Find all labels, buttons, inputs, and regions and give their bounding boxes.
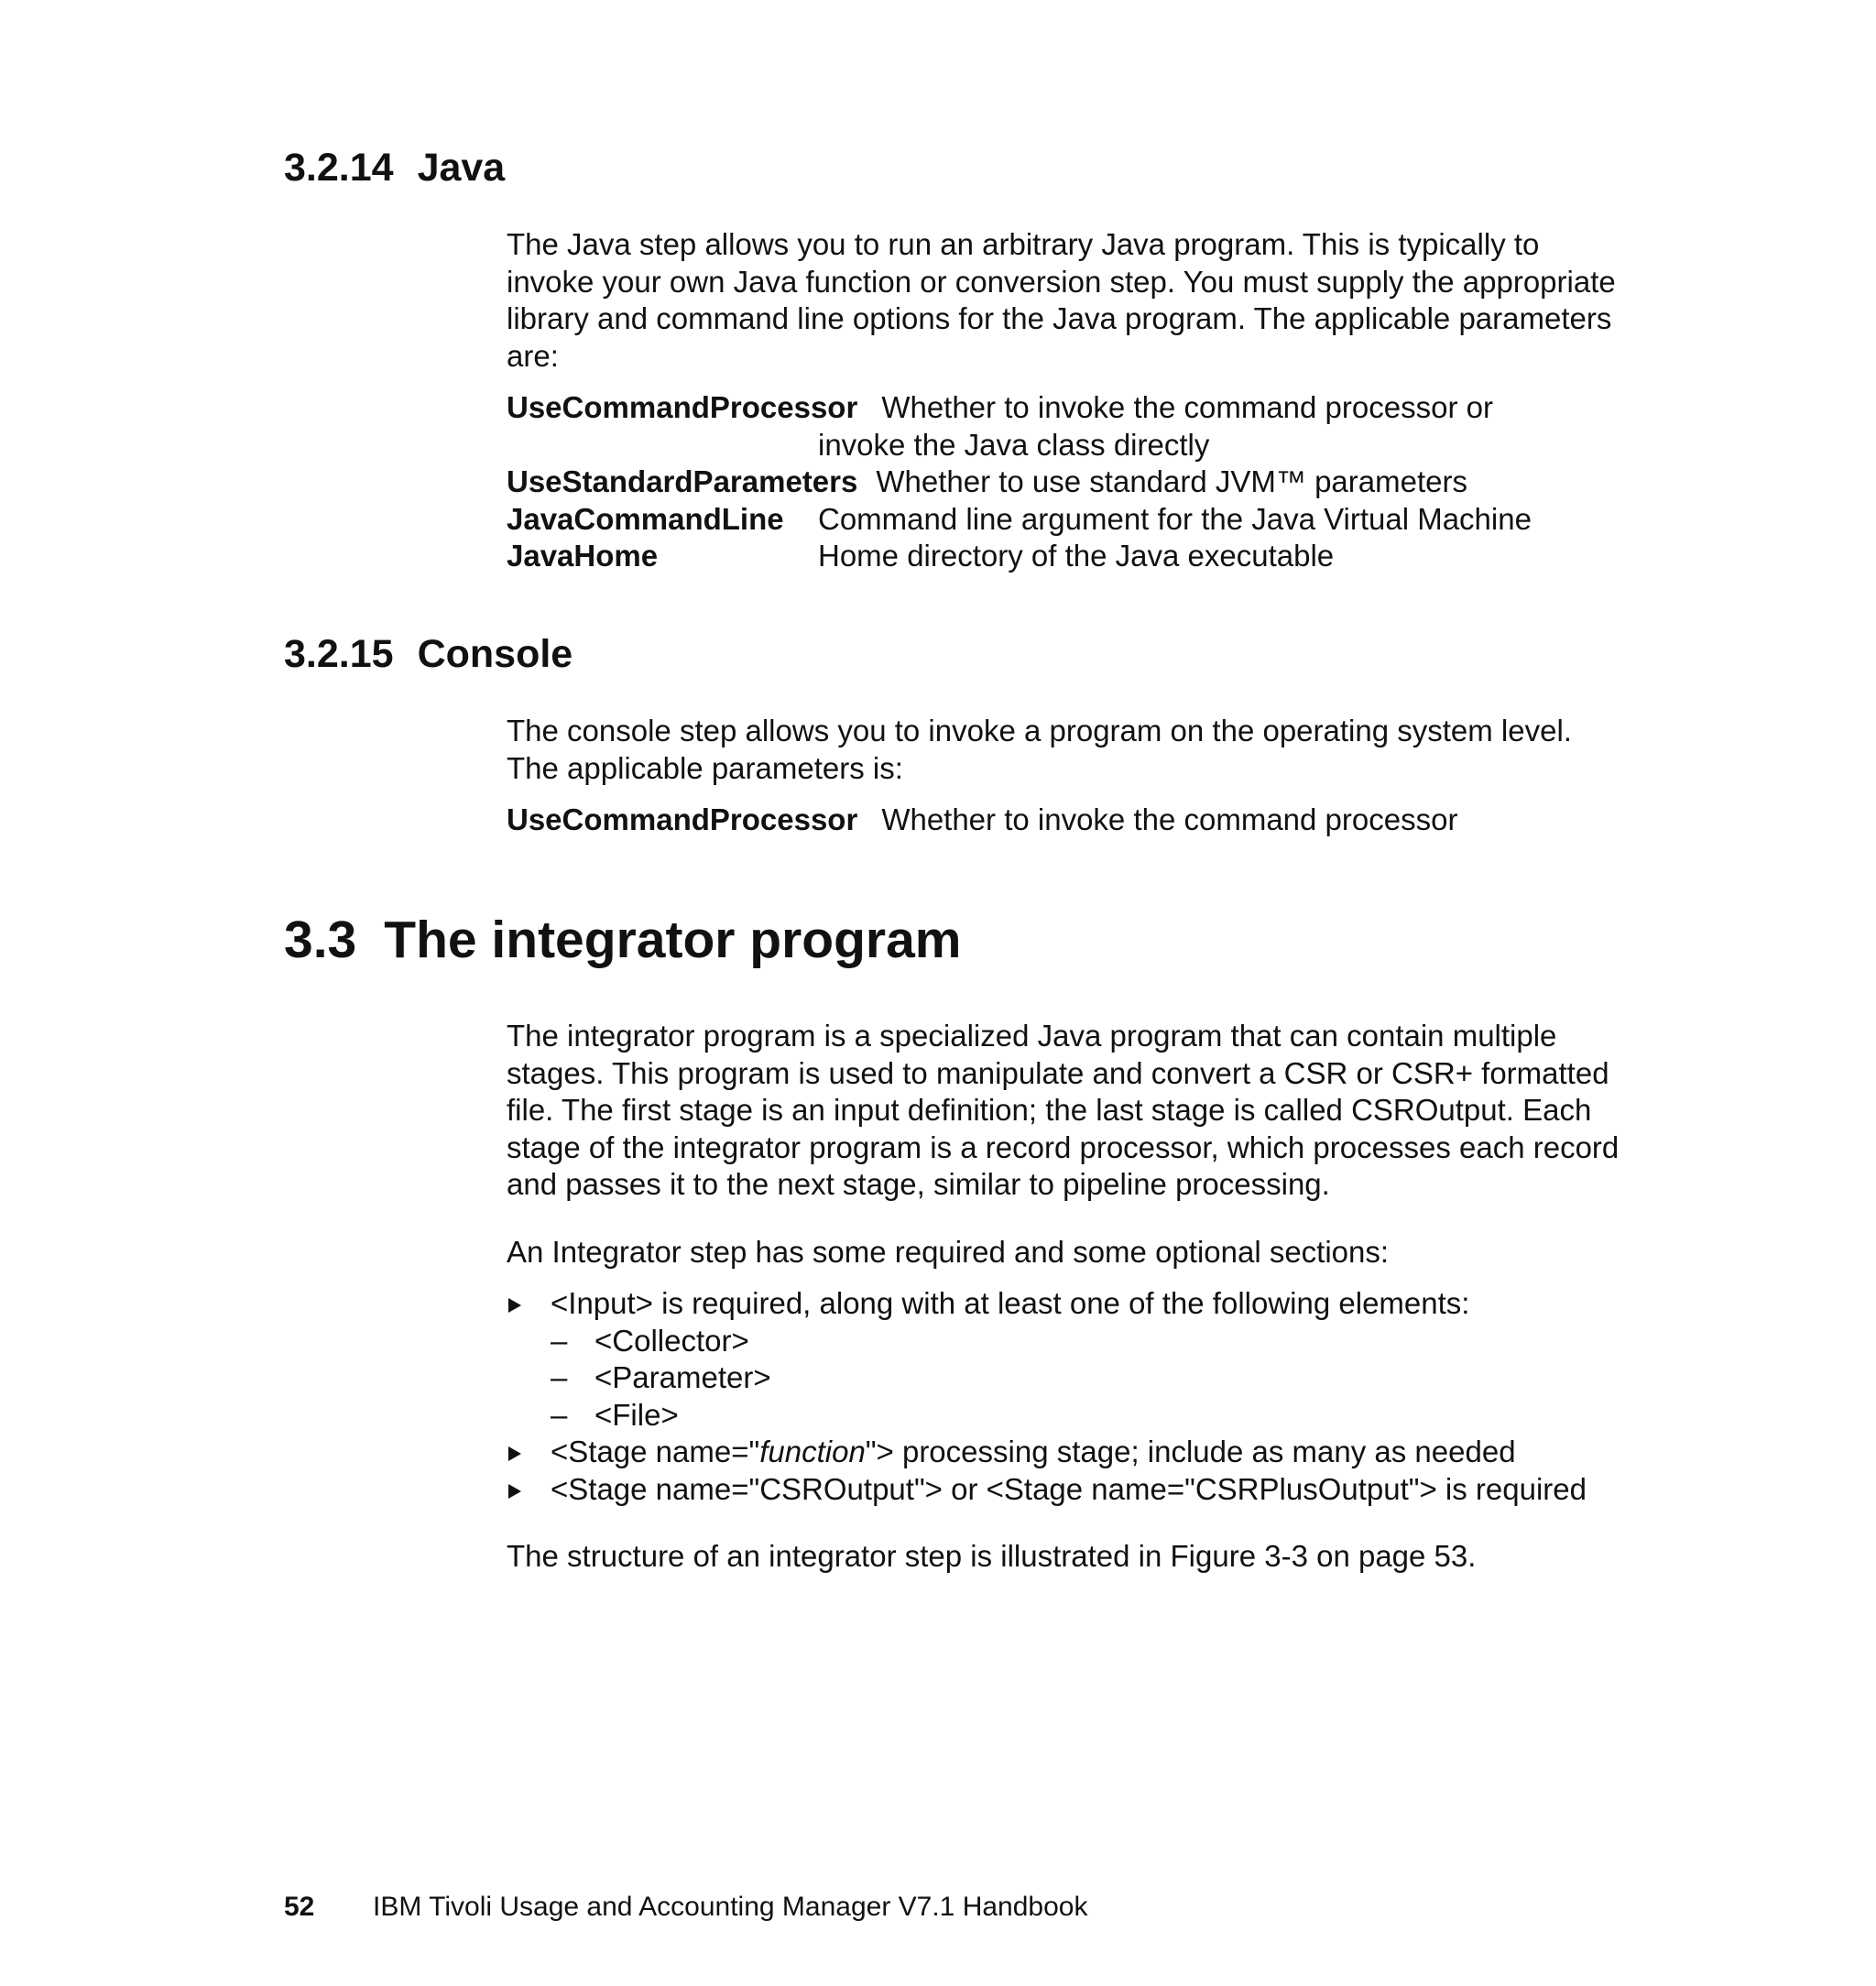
section-heading-java bbox=[284, 144, 505, 191]
triangle-bullet-icon bbox=[508, 1446, 521, 1461]
book-title: IBM Tivoli Usage and Accounting Manager V7.1 Handbook bbox=[373, 1892, 1088, 1922]
parameter-row bbox=[507, 501, 1624, 539]
parameter-row bbox=[507, 389, 1624, 464]
dash-bullet-icon: – bbox=[551, 1360, 568, 1394]
page-number: 52 bbox=[284, 1892, 315, 1922]
list-item-text-pre: <Stage name=" bbox=[551, 1435, 760, 1468]
paragraph: The integrator program is a specialized Java program that can contain multiple stages. This program is used to manipulate and convert a CSR or CSR+ formatted file. The first stage is an input definition; the last stage is called CSROutput. Each stage of the integrator program is a record processor, which processes each record and passes it to the next stage, similar to pipeline processing. bbox=[507, 1019, 1620, 1201]
parameter-description-continued: invoke the Java class directly bbox=[818, 427, 1210, 462]
section-body-java bbox=[507, 226, 1624, 575]
sub-list-item bbox=[551, 1359, 1624, 1397]
sub-list-item bbox=[551, 1323, 1624, 1360]
dash-bullet-icon: – bbox=[551, 1397, 568, 1432]
section-body-integrator bbox=[507, 1018, 1624, 1576]
parameter-description-text: Whether to invoke the command processor or bbox=[881, 390, 1493, 424]
section-title: The integrator program bbox=[384, 911, 962, 969]
parameter-term: UseStandardParameters bbox=[507, 464, 858, 498]
list-item-text: <Stage name="CSROutput"> or <Stage name="CSRPlusOutput"> is required bbox=[551, 1471, 1587, 1506]
list-item bbox=[507, 1434, 1624, 1471]
section-number: 3.2.15 bbox=[284, 632, 394, 676]
list-item-text-italic: function bbox=[759, 1435, 866, 1468]
triangle-bullet-icon bbox=[508, 1484, 521, 1499]
sub-list-item bbox=[551, 1397, 1624, 1435]
paragraph: The Java step allows you to run an arbitrary Java program. This is typically to invoke your own Java function or conversion step. You must supply the appropriate library and command line options for the Java program. The applicable parameters are: bbox=[507, 227, 1616, 373]
list-item bbox=[507, 1285, 1624, 1434]
parameter-description: Command line argument for the Java Virtual Machine bbox=[818, 501, 1532, 536]
parameter-term: JavaHome bbox=[507, 539, 659, 573]
parameter-description: Whether to use standard JVM™ parameters bbox=[876, 464, 1467, 498]
section-number: 3.2.14 bbox=[284, 146, 394, 190]
section-heading-console bbox=[284, 630, 573, 678]
parameter-term: UseCommandProcessor bbox=[507, 802, 858, 836]
sub-list-item-text: <File> bbox=[594, 1397, 679, 1432]
list-item-text: <Input> is required, along with at least one of the following elements: bbox=[551, 1286, 1470, 1320]
list-item bbox=[507, 1471, 1624, 1509]
parameter-row bbox=[507, 464, 1624, 501]
parameter-list bbox=[507, 802, 1624, 839]
parameter-term: UseCommandProcessor bbox=[507, 390, 858, 424]
triangle-bullet-icon bbox=[508, 1298, 521, 1313]
paragraph: An Integrator step has some required and some optional sections: bbox=[507, 1234, 1390, 1269]
section-title: Java bbox=[417, 146, 506, 190]
parameter-term: JavaCommandLine bbox=[507, 501, 784, 536]
sub-list-item-text: <Parameter> bbox=[594, 1360, 771, 1394]
sub-list bbox=[551, 1323, 1624, 1435]
section-title: Console bbox=[417, 632, 573, 676]
section-body-console bbox=[507, 713, 1624, 839]
parameter-list bbox=[507, 389, 1624, 575]
paragraph: The console step allows you to invoke a program on the operating system level. The applicable parameters is: bbox=[507, 714, 1572, 785]
parameter-description: Home directory of the Java executable bbox=[818, 539, 1335, 573]
parameter-row bbox=[507, 538, 1624, 575]
paragraph: The structure of an integrator step is illustrated in Figure 3-3 on page 53. bbox=[507, 1539, 1477, 1573]
dash-bullet-icon: – bbox=[551, 1323, 568, 1358]
parameter-description: Whether to invoke the command processor bbox=[881, 802, 1458, 836]
bullet-list bbox=[507, 1285, 1624, 1508]
parameter-row bbox=[507, 802, 1624, 839]
list-item-text-post: "> processing stage; include as many as needed bbox=[865, 1435, 1516, 1468]
section-heading-integrator bbox=[284, 909, 961, 971]
section-number: 3.3 bbox=[284, 911, 357, 969]
page-footer bbox=[284, 1889, 1087, 1926]
sub-list-item-text: <Collector> bbox=[594, 1323, 749, 1358]
